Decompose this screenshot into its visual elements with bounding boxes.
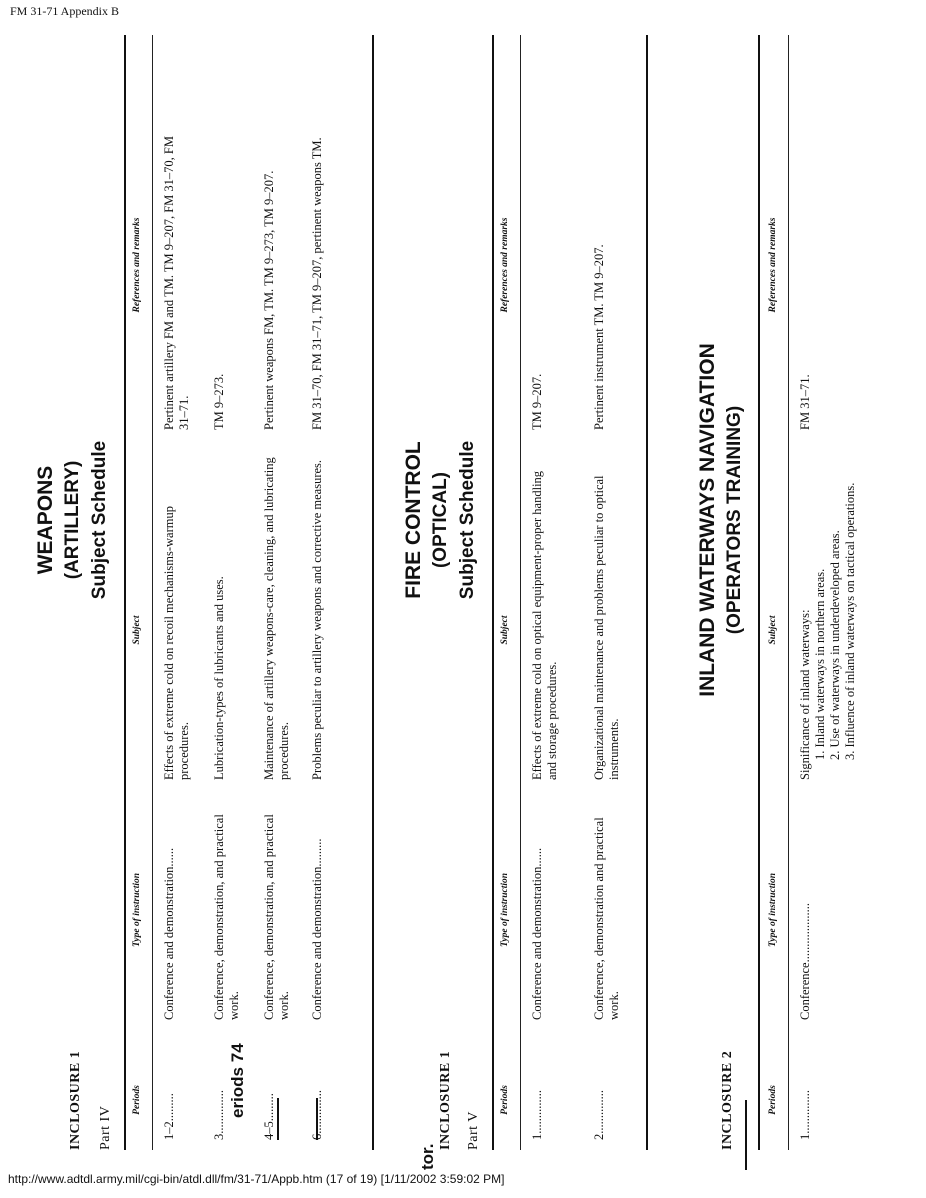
column-header-periods: Periods bbox=[132, 1085, 142, 1115]
list-item: 1. Inland waterways in northern areas. bbox=[813, 568, 827, 760]
row-subject: Problems peculiar to artillery weapons and corrective measures. bbox=[310, 459, 324, 780]
row-periods: 1–2......... bbox=[162, 1093, 176, 1140]
column-header-type: Type of instruction bbox=[132, 872, 142, 948]
subtitle: (ARTILLERY) bbox=[62, 460, 83, 580]
title: WEAPONS bbox=[34, 465, 57, 575]
table-top-rule bbox=[124, 35, 126, 1150]
header-rule bbox=[152, 35, 153, 1150]
subject-intro: Significance of inland waterways: bbox=[798, 609, 812, 780]
margin-fragment-periods: eriods 74 bbox=[228, 1043, 247, 1118]
list-item: 2. Use of waterways in underdeveloped areas. bbox=[828, 530, 842, 760]
part-label: Part V bbox=[466, 1111, 481, 1150]
inclosure-label: INCLOSURE 1 bbox=[438, 1050, 453, 1150]
title: FIRE CONTROL bbox=[402, 441, 425, 599]
section-inland-waterways bbox=[680, 20, 890, 1150]
subtitle: (OPTICAL) bbox=[430, 471, 451, 569]
header-rule bbox=[520, 35, 521, 1150]
row-refs: FM 31–71. bbox=[798, 374, 812, 430]
header-rule bbox=[788, 35, 789, 1150]
column-header-refs: References and remarks bbox=[132, 217, 142, 313]
column-header-type: Type of instruction bbox=[500, 872, 510, 948]
page-footer: http://www.adtdl.army.mil/cgi-bin/atdl.dll/fm/31-71/Appb.htm (17 of 19) [1/11/2002 3:59:02 PM] bbox=[8, 1172, 505, 1186]
title: INLAND WATERWAYS NAVIGATION bbox=[696, 343, 719, 697]
column-header-subject: Subject bbox=[132, 615, 142, 645]
row-subject: Effects of extreme cold on recoil mechanisms-warmup procedures. bbox=[162, 506, 191, 780]
row-type: Conference, demonstration, and practical work. bbox=[262, 814, 291, 1020]
row-periods: 4–5......... bbox=[262, 1093, 276, 1140]
section-title bbox=[400, 240, 481, 800]
schedule-label: Subject Schedule bbox=[457, 440, 478, 600]
row-periods: 1.............. bbox=[798, 1090, 812, 1140]
table-bottom-rule bbox=[646, 35, 648, 1150]
row-periods: 6.............. bbox=[310, 1090, 324, 1140]
list-item: 3. Influence of inland waterways on tactical operations. bbox=[843, 482, 857, 760]
row-type: Conference and demonstration...... bbox=[162, 847, 176, 1020]
row-subject: Lubrication-types of lubricants and uses. bbox=[212, 576, 226, 780]
row-refs: TM 9–207. bbox=[530, 373, 544, 430]
column-header-subject: Subject bbox=[768, 615, 778, 645]
column-header-subject: Subject bbox=[500, 615, 510, 645]
schedule-label: Subject Schedule bbox=[89, 440, 110, 600]
row-subject: Effects of extreme cold on optical equipment-proper handling and storage procedures. bbox=[530, 470, 559, 780]
column-header-type: Type of instruction bbox=[768, 872, 778, 948]
column-header-refs: References and remarks bbox=[500, 217, 510, 313]
section-fire-control bbox=[400, 20, 670, 1150]
row-refs: Pertinent artillery FM and TM. TM 9–207, FM 31–70, FM 31–71. bbox=[162, 136, 191, 430]
inclosure-label: INCLOSURE 2 bbox=[720, 1050, 735, 1150]
subtitle: (OPERATORS TRAINING) bbox=[724, 405, 745, 635]
rotated-page bbox=[20, 20, 890, 1150]
row-periods: 1.............. bbox=[530, 1090, 544, 1140]
row-type: Conference................... bbox=[798, 903, 812, 1020]
row-periods: 2.............. bbox=[592, 1090, 606, 1140]
subject-list bbox=[813, 450, 858, 780]
row-refs: TM 9–273. bbox=[212, 373, 226, 430]
table-top-rule bbox=[758, 35, 760, 1150]
table-top-rule bbox=[492, 35, 494, 1150]
row-type: Conference, demonstration and practical work. bbox=[592, 817, 621, 1020]
margin-fragment-tor: tor. bbox=[418, 1143, 437, 1170]
row-subject: Organizational maintenance and problems peculiar to optical instruments. bbox=[592, 475, 621, 780]
row-periods: 3.............. bbox=[212, 1090, 226, 1140]
section-title bbox=[694, 240, 748, 800]
row-type: Conference and demonstration...... bbox=[530, 847, 544, 1020]
row-type: Conference and demonstration......... bbox=[310, 838, 324, 1020]
row-type: Conference, demonstration, and practical work. bbox=[212, 814, 241, 1020]
section-title bbox=[32, 240, 113, 800]
row-refs: FM 31–70, FM 31–71, TM 9–207, pertinent weapons TM. bbox=[310, 137, 324, 430]
row-refs: Pertinent weapons FM, TM. TM 9–273, TM 9–207. bbox=[262, 170, 276, 430]
section-weapons bbox=[34, 20, 390, 1150]
page-header: FM 31-71 Appendix B bbox=[10, 4, 120, 18]
row-subject bbox=[798, 450, 858, 780]
part-label: Part IV bbox=[98, 1105, 113, 1150]
table-bottom-rule bbox=[372, 35, 374, 1150]
column-header-periods: Periods bbox=[768, 1085, 778, 1115]
inclosure-label: INCLOSURE 1 bbox=[68, 1050, 83, 1150]
row-refs: Pertinent instrument TM. TM 9–207. bbox=[592, 244, 606, 430]
column-header-refs: References and remarks bbox=[768, 217, 778, 313]
row-subject: Maintenance of artillery weapons-care, cleaning, and lubricating procedures. bbox=[262, 457, 291, 780]
column-header-periods: Periods bbox=[500, 1085, 510, 1115]
